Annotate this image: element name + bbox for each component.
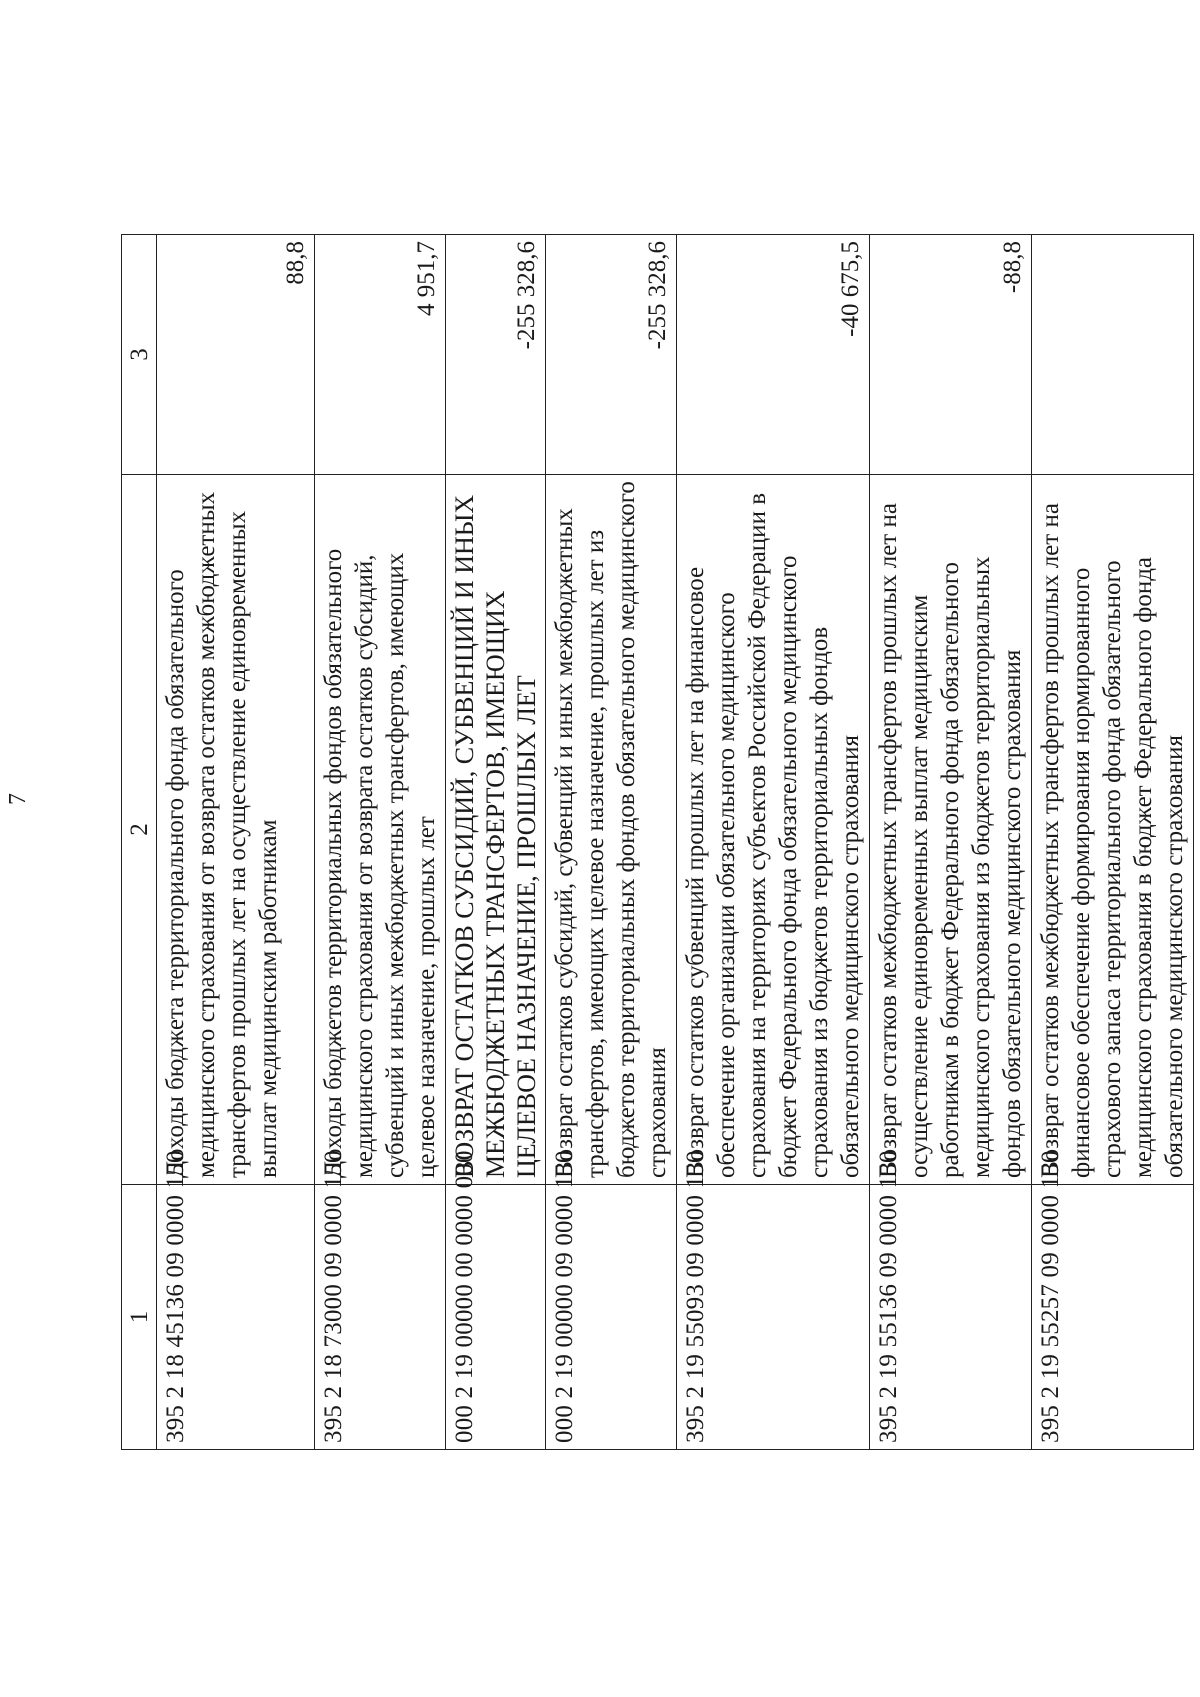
row-amount (1032, 235, 1194, 475)
row-amount: -255 328,6 (546, 235, 677, 475)
table-row (870, 235, 1032, 1450)
table-row (157, 235, 315, 1450)
table-row (546, 235, 677, 1450)
row-name: Возврат остатков субсидий, субвенций и иных межбюджетных трансфертов, имеющих целевое назначение, прошлых лет из бюджетов территориальных фондов обязательного медицинского страхования (546, 475, 677, 1185)
table-row (446, 235, 546, 1450)
table-row (1032, 235, 1194, 1450)
header-col-1: 1 (122, 1185, 157, 1450)
table-row (315, 235, 446, 1450)
row-name: Доходы бюджета территориального фонда обязательного медицинского страхования от возврата остатков межбюджетных трансфертов прошлых лет на осуществление единовременных выплат медицинским работникам (157, 475, 315, 1185)
row-code: 395 2 19 55136 09 0000 150 (870, 1185, 1032, 1450)
row-name: Возврат остатков субвенций прошлых лет на финансовое обеспечение организации обязательного медицинского страхования на территориях субъектов Российской Федерации в бюджет Федерального фонда обязательного медицинского страхования из бюджетов территориальных фондов обязательного медицинского страхования (677, 475, 870, 1185)
header-col-2: 2 (122, 475, 157, 1185)
row-name: Возврат остатков межбюджетных трансфертов прошлых лет на финансовое обеспечение формирования нормированного страхового запаса территориального фонда обязательного медицинского страхования в бюджет Федерального фонда обязательного медицинского страхования (1032, 475, 1194, 1185)
row-amount: -88,8 (870, 235, 1032, 475)
row-amount: -40 675,5 (677, 235, 870, 475)
row-code: 395 2 18 73000 09 0000 150 (315, 1185, 446, 1450)
row-code: 395 2 19 55093 09 0000 150 (677, 1185, 870, 1450)
row-code: 000 2 19 00000 00 0000 000 (446, 1185, 546, 1450)
row-amount: 88,8 (157, 235, 315, 475)
header-col-3: 3 (122, 235, 157, 475)
row-code: 395 2 18 45136 09 0000 150 (157, 1185, 315, 1450)
rotated-page (5, 0, 1188, 1650)
row-amount: -255 328,6 (446, 235, 546, 475)
header-row (122, 235, 157, 1450)
table-row (677, 235, 870, 1450)
row-code: 395 2 19 55257 09 0000 150 (1032, 1185, 1194, 1450)
row-code: 000 2 19 00000 09 0000 150 (546, 1185, 677, 1450)
row-name: Доходы бюджетов территориальных фондов обязательного медицинского страхования от возврата остатков субсидий, субвенций и иных межбюджетных трансфертов, имеющих целевое назначение, прошлых лет (315, 475, 446, 1185)
row-name: Возврат остатков межбюджетных трансфертов прошлых лет на осуществление единовременных выплат медицинским работникам в бюджет Федерального фонда обязательного медицинского страхования из бюджетов территориальных фондов обязательного медицинского страхования (870, 475, 1032, 1185)
page-number: 7 (5, 793, 31, 805)
row-name: ВОЗВРАТ ОСТАТКОВ СУБСИДИЙ, СУБВЕНЦИЙ И ИНЫХ МЕЖБЮДЖЕТНЫХ ТРАНСФЕРТОВ, ИМЕЮЩИХ ЦЕЛЕВОЕ НАЗНАЧЕНИЕ, ПРОШЛЫХ ЛЕТ (446, 475, 546, 1185)
budget-table (121, 234, 1194, 1450)
row-amount: 4 951,7 (315, 235, 446, 475)
